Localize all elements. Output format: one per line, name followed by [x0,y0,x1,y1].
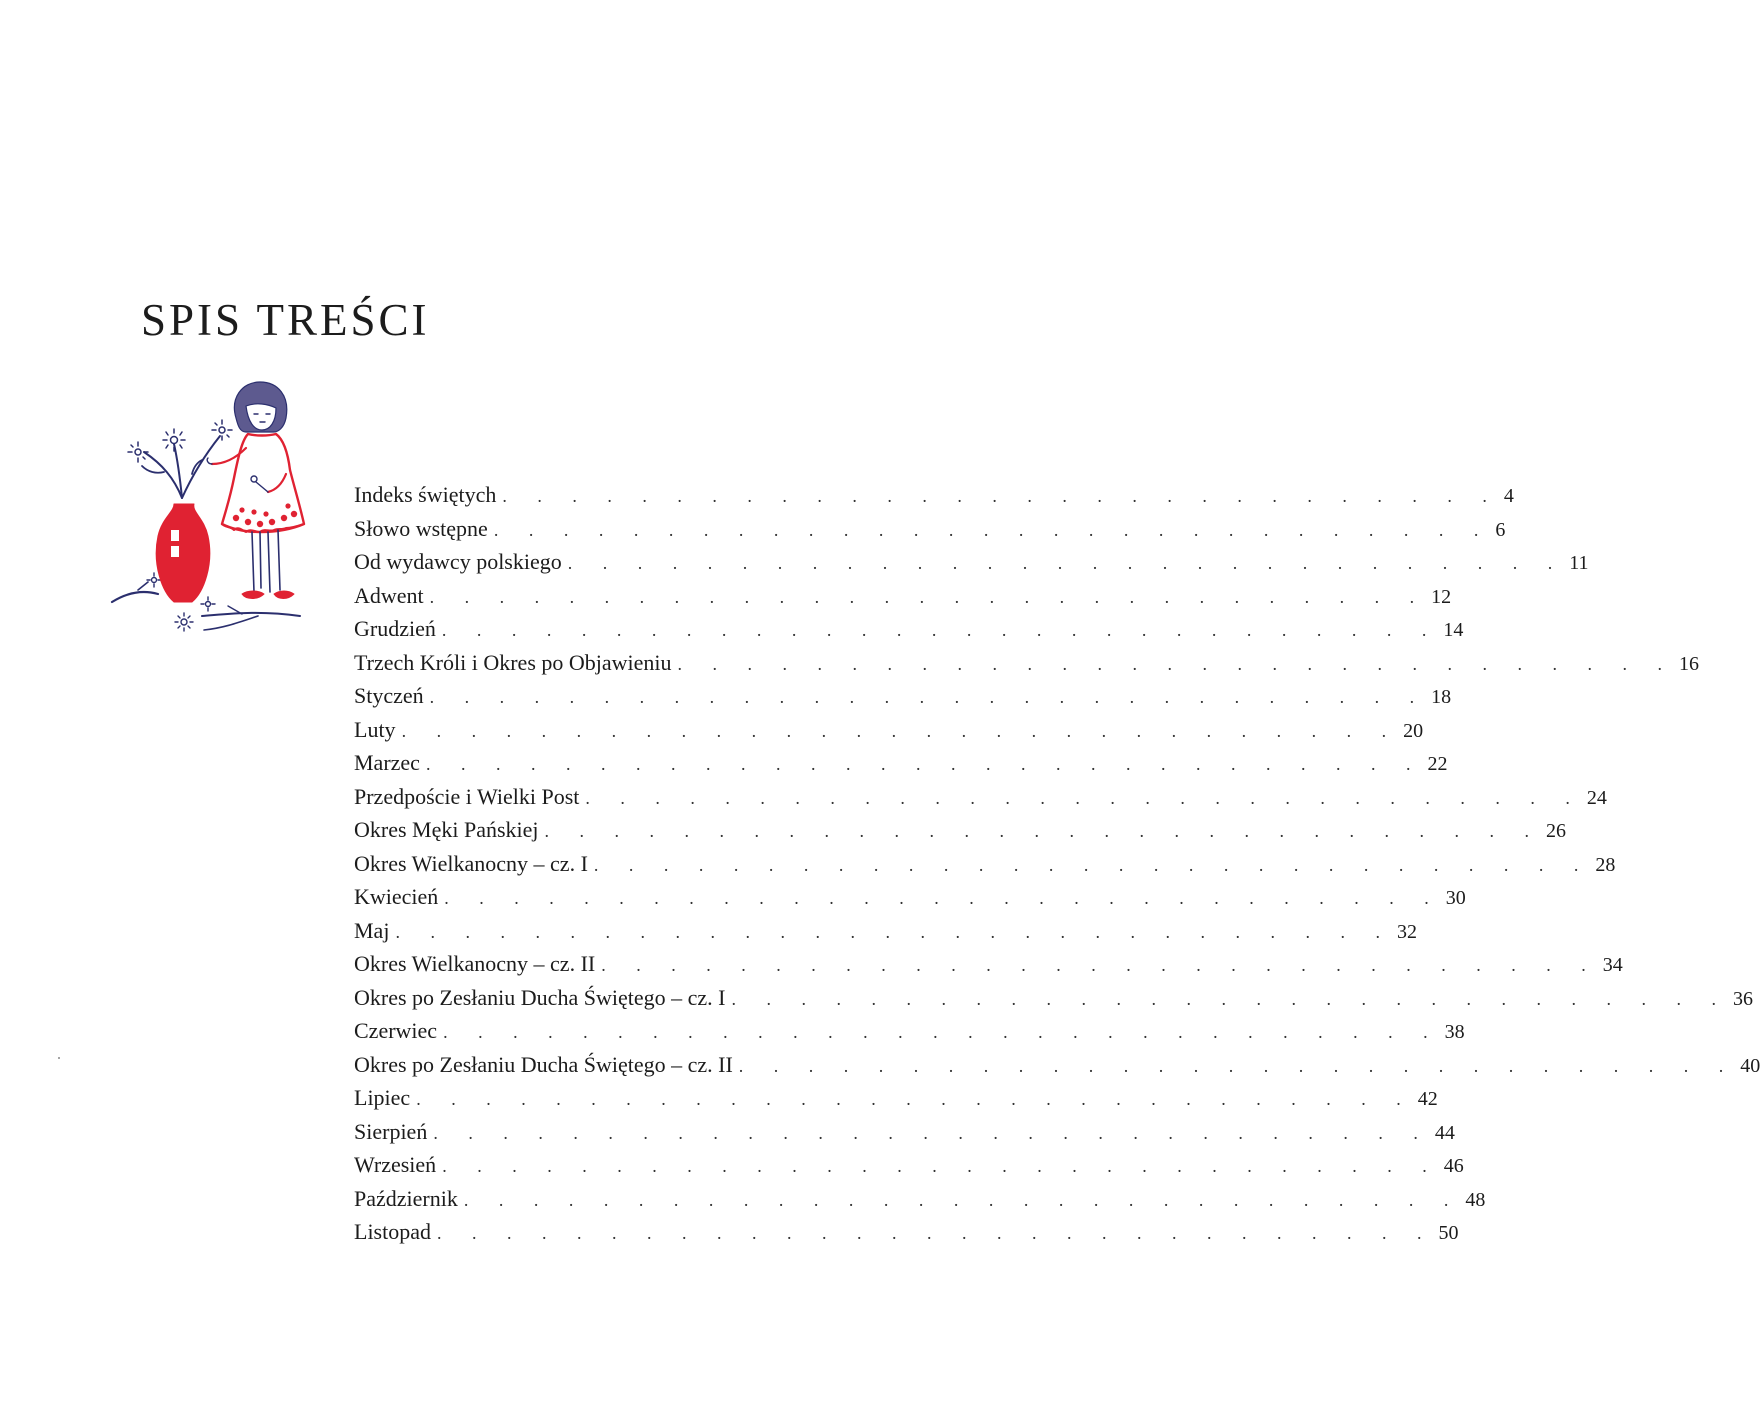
toc-entry-page-number: 30 [1445,887,1466,909]
toc-entry-page-number: 48 [1465,1188,1486,1211]
toc-entry[interactable] [354,884,1466,918]
scan-speck [58,1057,60,1059]
dot-leader: . . . . . . . . . . . . . . . . . . . . . . . . . . . . . [738,1055,1737,1076]
dot-leader: . . . . . . . . . . . . . . . . . . . . . . . . . . . . . [425,754,1424,774]
toc-entry-title: Przedpoście i Wielki Post [354,783,580,809]
dot-leader: . . . . . . . . . . . . . . . . . . . . . . . . . . . . . [441,620,1440,640]
toc-entry-title: Okres po Zesłaniu Ducha Świętego – cz. II [354,1051,733,1077]
toc-entry-title: Okres Męki Pańskiej [354,817,539,842]
toc-entry[interactable] [354,850,1616,885]
dot-leader: . . . . . . . . . . . . . . . . . . . . . . . . . . . . . [463,1189,1462,1210]
toc-entry-page-number: 28 [1595,853,1616,876]
toc-entry-title: Styczeń [354,683,424,708]
toc-entry-title: Słowo wstępne [354,515,488,541]
dot-leader: . . . . . . . . . . . . . . . . . . . . . . . . . . . . . [437,1223,1435,1243]
dot-leader: . . . . . . . . . . . . . . . . . . . . . . . . . . . . . [593,854,1592,875]
toc-entry-page-number: 12 [1431,585,1452,608]
toc-entry[interactable] [354,616,1464,650]
toc-entry-title: Okres po Zesłaniu Ducha Świętego – cz. I [354,984,726,1010]
dot-leader: . . . . . . . . . . . . . . . . . . . . . . . . . . . . . [567,553,1566,573]
toc-entry[interactable] [354,1185,1486,1220]
toc-entry[interactable] [354,951,1623,985]
dot-leader: . . . . . . . . . . . . . . . . . . . . . . . . . . . . . [585,787,1583,808]
toc-entry-title: Marzec [354,750,420,775]
dot-leader: . . . . . . . . . . . . . . . . . . . . . . . . . . . . . [731,988,1729,1009]
toc-entry[interactable] [354,1219,1459,1253]
toc-entry[interactable] [354,649,1700,684]
dot-leader: . . . . . . . . . . . . . . . . . . . . . . . . . . . . . [601,955,1599,975]
dot-leader: . . . . . . . . . . . . . . . . . . . . . . . . . . . . . [444,888,1442,908]
dot-leader: . . . . . . . . . . . . . . . . . . . . . . . . . . . . . [677,653,1676,674]
toc-entry-title: Okres Wielkanocny – cz. I [354,850,588,876]
toc-entry-title: Okres Wielkanocny – cz. II [354,951,596,976]
toc-entry-title: Od wydawcy polskiego [354,549,562,574]
toc-entry[interactable] [354,716,1424,751]
toc-entry-page-number: 22 [1427,753,1448,775]
toc-entry-page-number: 38 [1444,1021,1465,1043]
toc-entry[interactable] [354,984,1753,1019]
table-of-contents [354,482,1760,1253]
toc-entry-title: Indeks świętych [354,482,497,507]
toc-entry-page-number: 11 [1569,552,1589,574]
toc-entry-title: Lipiec [354,1085,411,1110]
toc-entry-page-number: 6 [1495,518,1506,541]
dot-leader: . . . . . . . . . . . . . . . . . . . . . . . . . . . . . [502,486,1500,506]
toc-entry[interactable] [354,515,1506,550]
toc-entry[interactable] [354,683,1452,717]
toc-entry-page-number: 34 [1602,954,1623,976]
toc-entry[interactable] [354,549,1589,583]
toc-entry-page-number: 18 [1431,686,1452,708]
toc-entry[interactable] [354,1018,1465,1052]
toc-entry-title: Listopad [354,1219,431,1244]
toc-entry-title: Czerwiec [354,1018,438,1043]
toc-entry[interactable] [354,817,1567,851]
toc-entry-page-number: 4 [1503,485,1514,507]
toc-entry-page-number: 24 [1586,786,1607,809]
toc-entry-title: Trzech Króli i Okres po Objawieniu [354,649,672,675]
dot-leader: . . . . . . . . . . . . . . . . . . . . . . . . . . . . . [433,1122,1431,1143]
toc-entry-page-number: 14 [1443,619,1464,641]
toc-entry[interactable] [354,1152,1464,1186]
dot-leader: . . . . . . . . . . . . . . . . . . . . . . . . . . . . . [443,1022,1441,1042]
toc-entry-title: Sierpień [354,1118,428,1144]
girl-with-red-vase-icon [108,378,314,640]
dot-leader: . . . . . . . . . . . . . . . . . . . . . . . . . . . . . [429,687,1428,707]
toc-entry-page-number: 32 [1396,920,1417,943]
toc-entry-title: Październik [354,1185,458,1211]
dot-leader: . . . . . . . . . . . . . . . . . . . . . . . . . . . . . [493,519,1492,540]
dot-leader: . . . . . . . . . . . . . . . . . . . . . . . . . . . . . [401,720,1400,741]
toc-entry-page-number: 26 [1546,820,1567,842]
toc-entry-title: Luty [354,716,396,742]
toc-entry-title: Maj [354,917,390,943]
toc-entry-title: Kwiecień [354,884,439,909]
toc-entry-page-number: 20 [1403,719,1424,742]
dot-leader: . . . . . . . . . . . . . . . . . . . . . . . . . . . . . [395,921,1393,942]
toc-entry-title: Wrzesień [354,1152,437,1177]
toc-entry[interactable] [354,582,1452,617]
dot-leader: . . . . . . . . . . . . . . . . . . . . . . . . . . . . . [416,1089,1414,1109]
toc-entry[interactable] [354,1085,1438,1119]
toc-entry-page-number: 36 [1732,987,1753,1010]
toc-entry[interactable] [354,783,1607,818]
toc-entry[interactable] [354,1118,1455,1153]
toc-entry[interactable] [354,750,1448,784]
toc-entry-page-number: 42 [1417,1088,1438,1110]
dot-leader: . . . . . . . . . . . . . . . . . . . . . . . . . . . . . [429,586,1428,607]
toc-entry[interactable] [354,482,1514,516]
toc-entry-page-number: 40 [1740,1054,1760,1077]
dot-leader: . . . . . . . . . . . . . . . . . . . . . . . . . . . . . [544,821,1543,841]
toc-entry-title: Adwent [354,582,424,608]
page-title: SPIS TREŚCI [141,295,430,345]
toc-entry-page-number: 46 [1443,1155,1464,1177]
toc-entry-page-number: 16 [1679,652,1700,675]
toc-entry[interactable] [354,1051,1760,1086]
toc-entry-page-number: 50 [1438,1222,1459,1244]
toc-entry-page-number: 44 [1434,1121,1455,1144]
toc-entry-title: Grudzień [354,616,436,641]
dot-leader: . . . . . . . . . . . . . . . . . . . . . . . . . . . . . [442,1156,1440,1176]
toc-entry[interactable] [354,917,1417,952]
